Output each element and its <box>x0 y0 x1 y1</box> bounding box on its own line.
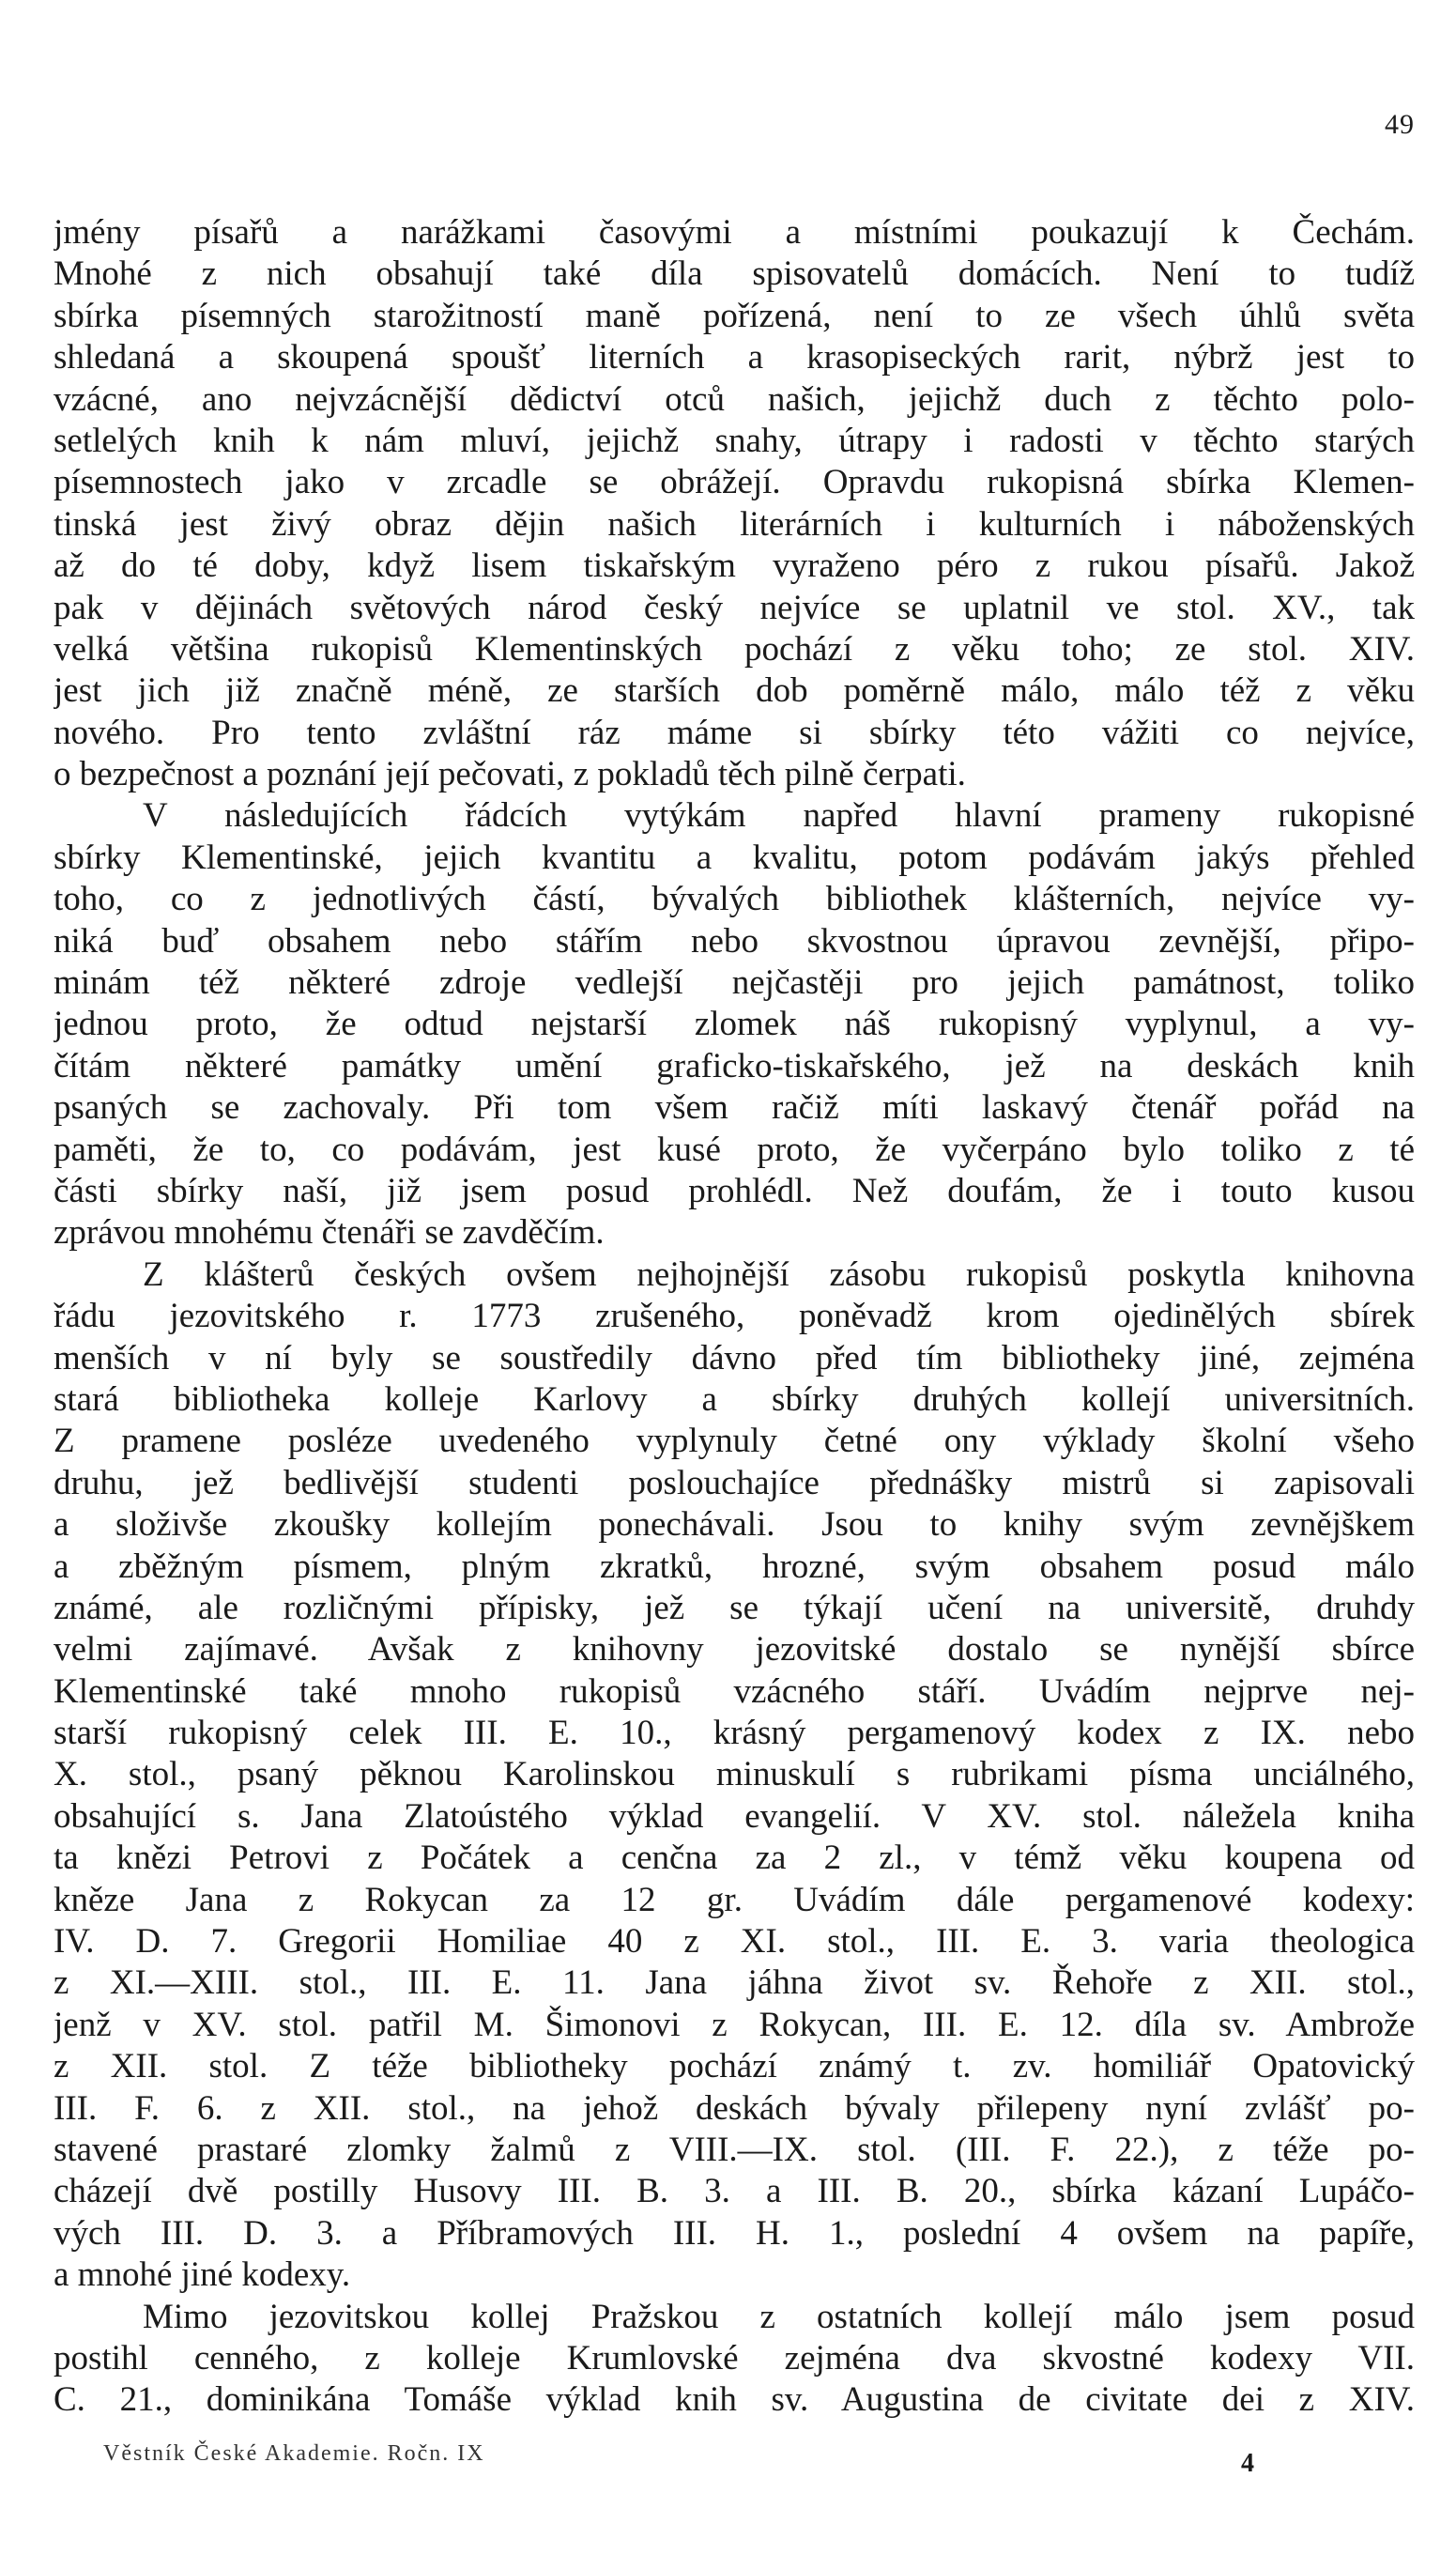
text-line: vzácné, ano nejvzácnější dědictví otců našich, jejichž duch z těchto polo- <box>54 379 1415 419</box>
text-line: velmi zajímavé. Avšak z knihovny jezovitské dostalo se nynější sbírce <box>54 1630 1415 1670</box>
signature-mark: 4 <box>1241 2449 1254 2478</box>
text-line: psaných se zachovaly. Při tom všem račiž míti laskavý čtenář pořád na <box>54 1088 1415 1128</box>
text-line: vých III. D. 3. a Příbramových III. H. 1., poslední 4 ovšem na papíře, <box>54 2213 1415 2253</box>
text-line: setlelých knih k nám mluví, jejichž snahy, útrapy i radosti v těchto starých <box>54 421 1415 460</box>
text-line: pak v dějinách světových národ český nejvíce se uplatnil ve stol. XV., tak <box>54 588 1415 627</box>
text-line: minám též některé zdroje vedlejší nejčastěji pro jejich památnost, toliko <box>54 963 1415 1003</box>
text-line: C. 21., dominikána Tomáše výklad knih sv. Augustina de civitate dei z XIV. <box>54 2380 1415 2420</box>
text-line: stavené prastaré zlomky žalmů z VIII.—IX. stol. (III. F. 22.), z téže po- <box>54 2130 1415 2169</box>
text-line: starší rukopisný celek III. E. 10., krásný pergamenový kodex z IX. nebo <box>54 1714 1415 1753</box>
text-line: toho, co z jednotlivých částí, bývalých bibliothek klášterních, nejvíce vy- <box>54 880 1415 919</box>
text-line: jednou proto, že odtud nejstarší zlomek náš rukopisný vyplynul, a vy- <box>54 1005 1415 1044</box>
text-line: a mnohé jiné kodexy. <box>54 2255 351 2295</box>
text-line: části sbírky naší, již jsem posud prohlédl. Než doufám, že i touto kusou <box>54 1171 1415 1210</box>
text-line: obsahující s. Jana Zlatoústého výklad evangelií. V XV. stol. náležela kniha <box>54 1796 1415 1836</box>
text-line: druhu, jež bedlivější studenti poslouchajíce přednášky mistrů si zapisovali <box>54 1463 1415 1502</box>
text-line: Klementinské také mnoho rukopisů vzácného stáří. Uvádím nejprve nej- <box>54 1671 1415 1711</box>
text-line: paměti, že to, co podávám, jest kusé proto, že vyčerpáno bylo toliko z té <box>54 1130 1415 1169</box>
text-line: Z klášterů českých ovšem nejhojnější zásobu rukopisů poskytla knihovna <box>143 1254 1415 1294</box>
text-line: Mimo jezovitskou kollej Pražskou z ostatních kollejí málo jsem posud <box>143 2297 1415 2336</box>
text-line: a složivše zkoušky kollejím ponechávali. Jsou to knihy svým zevnějškem <box>54 1505 1415 1545</box>
text-line: postihl cenného, z kolleje Krumlovské zejména dva skvostné kodexy VII. <box>54 2338 1415 2378</box>
text-line: III. F. 6. z XII. stol., na jehož deskách bývaly přilepeny nyní zvlášť po- <box>54 2088 1415 2128</box>
text-line: shledaná a skoupená spoušť literních a krasopiseckých rarit, nýbrž jest to <box>54 338 1415 377</box>
text-line: řádu jezovitského r. 1773 zrušeného, poněvadž krom ojedinělých sbírek <box>54 1297 1415 1336</box>
text-line: jmény písařů a narážkami časovými a místními poukazují k Čechám. <box>54 213 1415 252</box>
text-line: niká buď obsahem nebo stářím nebo skvostnou úpravou zevnější, připo- <box>54 921 1415 961</box>
text-line: o bezpečnost a poznání její pečovati, z pokladů těch pilně čerpati. <box>54 755 966 794</box>
text-line: cházejí dvě postilly Husovy III. B. 3. a III. B. 20., sbírka kázaní Lupáčo- <box>54 2172 1415 2211</box>
text-line: z XII. stol. Z téže bibliotheky pochází známý t. zv. homiliář Opatovický <box>54 2047 1415 2086</box>
text-line: sbírky Klementinské, jejich kvantitu a kvalitu, potom podávám jakýs přehled <box>54 838 1415 877</box>
text-line: známé, ale rozličnými přípisky, jež se týkají učení na universitě, druhdy <box>54 1588 1415 1627</box>
text-line: zprávou mnohému čtenáři se zavděčím. <box>54 1213 605 1253</box>
text-line: Z pramene posléze uvedeného vyplynuly četné ony výklady školní všeho <box>54 1422 1415 1461</box>
body-text <box>54 212 1415 2422</box>
text-line: a zběžným písmem, plným zkratků, hrozné, svým obsahem posud málo <box>54 1547 1415 1586</box>
text-line: z XI.—XIII. stol., III. E. 11. Jana jáhna život sv. Řehoře z XII. stol., <box>54 1963 1415 2003</box>
text-line: kněze Jana z Rokycan za 12 gr. Uvádím dále pergamenové kodexy: <box>54 1880 1415 1919</box>
text-line: menších v ní byly se soustředily dávno před tím bibliotheky jiné, zejména <box>54 1338 1415 1377</box>
text-line: X. stol., psaný pěknou Karolinskou minuskulí s rubrikami písma unciálného, <box>54 1755 1415 1794</box>
text-line: IV. D. 7. Gregorii Homiliae 40 z XI. stol., III. E. 3. varia theologica <box>54 1922 1415 1962</box>
text-line: písemnostech jako v zrcadle se obrážejí. Opravdu rukopisná sbírka Klemen- <box>54 463 1415 502</box>
text-line: jest jich již značně méně, ze starších dob poměrně málo, málo též z věku <box>54 671 1415 711</box>
text-line: až do té doby, když lisem tiskařským vyraženo péro z rukou písařů. Jakož <box>54 546 1415 586</box>
text-line: stará bibliotheka kolleje Karlovy a sbírky druhých kollejí universitních. <box>54 1379 1415 1419</box>
journal-footer: Věstník České Akademie. Ročn. IX <box>103 2441 485 2466</box>
text-line: jenž v XV. stol. patřil M. Šimonovi z Rokycan, III. E. 12. díla sv. Ambrože <box>54 2005 1415 2044</box>
text-line: nového. Pro tento zvláštní ráz máme si sbírky této vážiti co nejvíce, <box>54 713 1415 752</box>
text-line: velká většina rukopisů Klementinských pochází z věku toho; ze stol. XIV. <box>54 629 1415 669</box>
text-line: čítám některé památky umění graficko-tiskařského, jež na deskách knih <box>54 1046 1415 1085</box>
page-number: 49 <box>1385 109 1415 140</box>
text-line: ta knězi Petrovi z Počátek a cenčna za 2 zl., v témž věku koupena od <box>54 1839 1415 1878</box>
text-line: Mnohé z nich obsahují také díla spisovatelů domácích. Není to tudíž <box>54 254 1415 294</box>
text-line: tinská jest živý obraz dějin našich literárních i kulturních i náboženských <box>54 504 1415 544</box>
text-line: V následujících řádcích vytýkám napřed hlavní prameny rukopisné <box>143 796 1415 836</box>
text-line: sbírka písemných starožitností maně pořízená, není to ze všech úhlů světa <box>54 296 1415 335</box>
